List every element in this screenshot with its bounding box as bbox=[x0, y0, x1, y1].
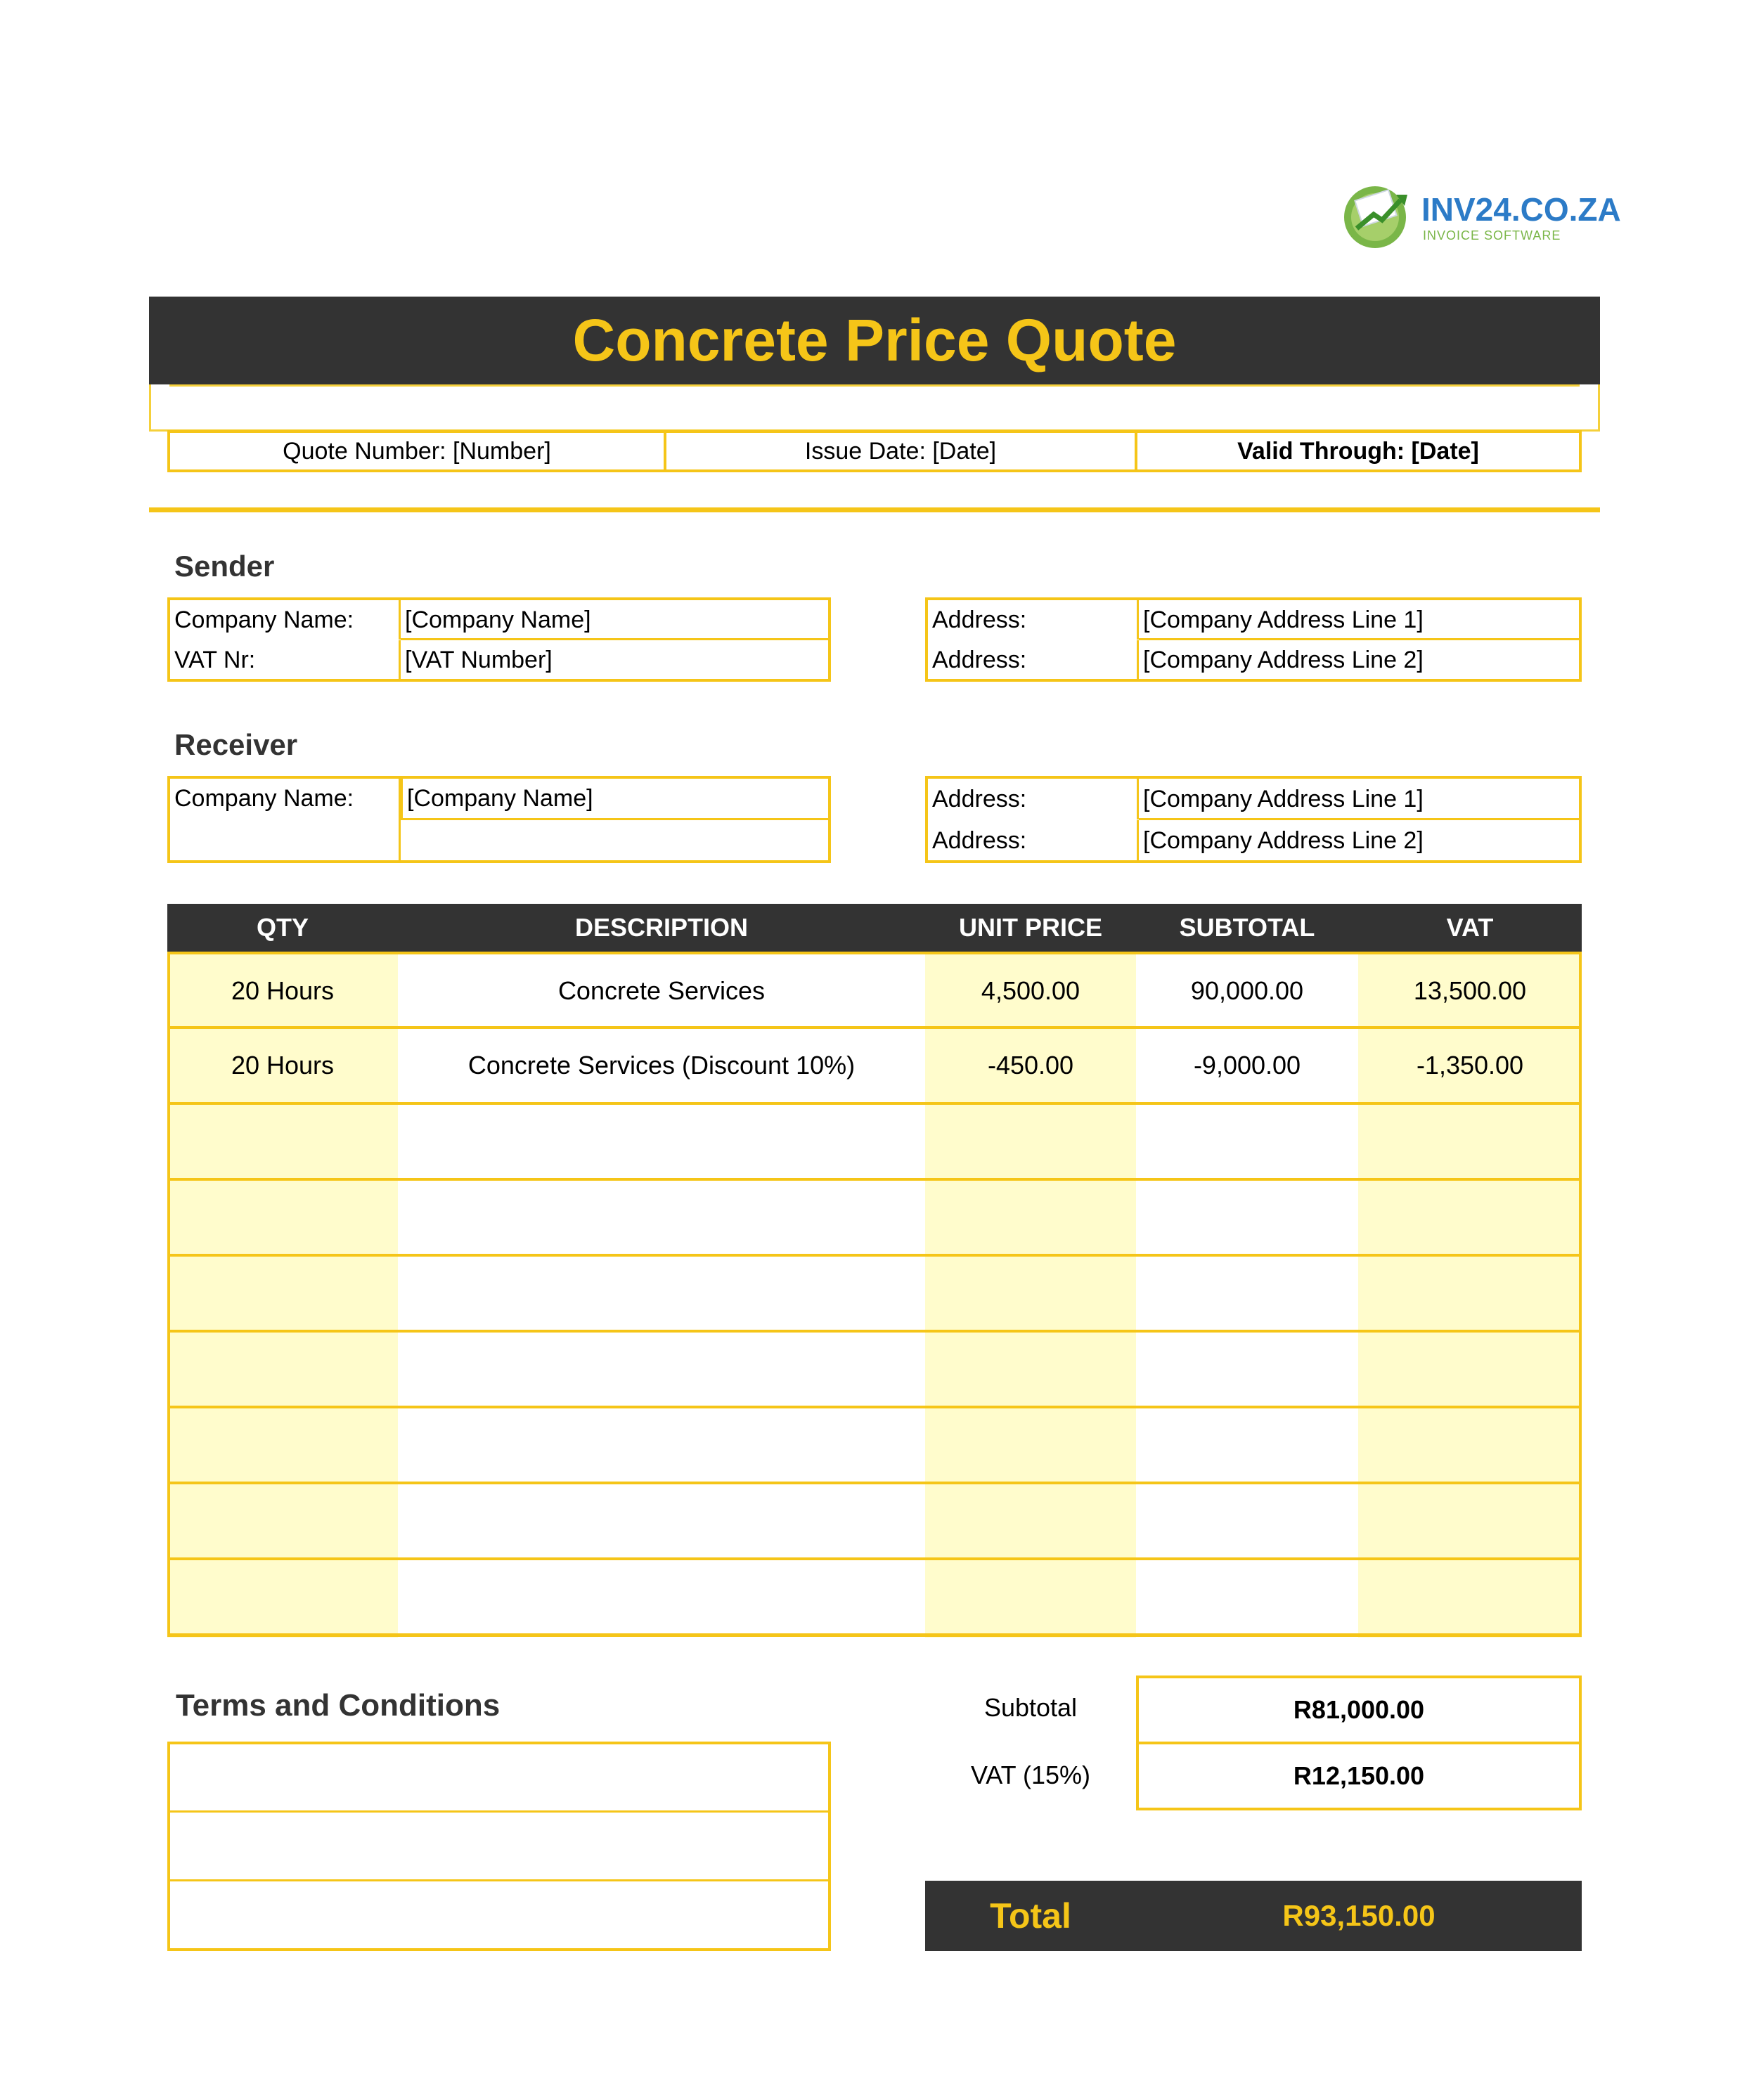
header-vat: VAT bbox=[1446, 913, 1494, 942]
row1-description: Concrete Services bbox=[557, 976, 766, 1005]
terms-box bbox=[167, 1742, 831, 1951]
company-logo bbox=[1341, 179, 1621, 249]
receiver-address2-label: Address: bbox=[928, 820, 1139, 861]
sender-company-value: [Company Name] bbox=[405, 606, 591, 633]
total-value: R93,150.00 bbox=[1282, 1899, 1435, 1932]
logo-brand-text: INV24.CO.ZA bbox=[1421, 191, 1621, 228]
subtotal-value: R81,000.00 bbox=[1136, 1676, 1582, 1744]
sender-address1-label: Address: bbox=[928, 600, 1139, 640]
page-title: Concrete Price Quote bbox=[572, 307, 1177, 373]
subtotal-label: Subtotal bbox=[983, 1693, 1078, 1722]
receiver-company-table bbox=[167, 776, 831, 863]
receiver-address1-label: Address: bbox=[928, 779, 1139, 819]
header-subtotal: SUBTOTAL bbox=[1179, 913, 1315, 942]
vat-label: VAT (15%) bbox=[970, 1761, 1091, 1789]
header-qty: QTY bbox=[256, 913, 309, 942]
valid-through: Valid Through: [Date] bbox=[1237, 437, 1479, 465]
row2-vat: -1,350.00 bbox=[1416, 1051, 1524, 1080]
sender-address2-label: Address: bbox=[928, 640, 1139, 680]
receiver-address1-value: [Company Address Line 1] bbox=[1143, 785, 1424, 812]
total-bar bbox=[925, 1881, 1582, 1951]
row2-unit-price: -450.00 bbox=[987, 1051, 1074, 1080]
section-divider bbox=[149, 507, 1600, 512]
logo-tagline: INVOICE SOFTWARE bbox=[1423, 228, 1561, 242]
sender-company-table bbox=[167, 597, 831, 682]
quote-number: Quote Number: [Number] bbox=[170, 433, 666, 469]
sender-address2-value: [Company Address Line 2] bbox=[1143, 646, 1424, 673]
quote-meta-row bbox=[167, 430, 1582, 472]
line-items-table bbox=[167, 904, 1582, 1638]
sender-address-table bbox=[925, 597, 1582, 682]
invoice-arrow-logo-icon bbox=[1341, 179, 1419, 249]
total-label: Total bbox=[990, 1896, 1071, 1936]
receiver-heading: Receiver bbox=[174, 728, 298, 761]
header-description: DESCRIPTION bbox=[574, 913, 749, 942]
sender-company-label: Company Name: bbox=[170, 600, 401, 640]
row1-subtotal: 90,000.00 bbox=[1190, 976, 1304, 1005]
vat-value: R12,150.00 bbox=[1136, 1742, 1582, 1810]
row2-description: Concrete Services (Discount 10%) bbox=[467, 1051, 856, 1080]
title-underline bbox=[169, 384, 1580, 387]
receiver-address-table bbox=[925, 776, 1582, 863]
sender-heading: Sender bbox=[174, 550, 275, 583]
sender-address1-value: [Company Address Line 1] bbox=[1143, 606, 1424, 633]
receiver-company-label: Company Name: bbox=[174, 784, 354, 812]
title-bar bbox=[149, 297, 1600, 384]
table-header-row bbox=[167, 904, 1582, 952]
sender-vat-label: VAT Nr: bbox=[170, 640, 401, 680]
terms-heading: Terms and Conditions bbox=[176, 1688, 501, 1723]
row1-vat: 13,500.00 bbox=[1413, 976, 1527, 1005]
receiver-address2-value: [Company Address Line 2] bbox=[1143, 827, 1424, 854]
row2-subtotal: -9,000.00 bbox=[1193, 1051, 1301, 1080]
sender-vat-value: [VAT Number] bbox=[405, 646, 553, 673]
row2-qty: 20 Hours bbox=[231, 1051, 335, 1080]
header-unit-price: UNIT PRICE bbox=[958, 913, 1102, 942]
issue-date: Issue Date: [Date] bbox=[666, 433, 1137, 469]
row1-unit-price: 4,500.00 bbox=[981, 976, 1080, 1005]
row1-qty: 20 Hours bbox=[231, 976, 335, 1005]
receiver-company-value: [Company Name] bbox=[401, 779, 593, 818]
